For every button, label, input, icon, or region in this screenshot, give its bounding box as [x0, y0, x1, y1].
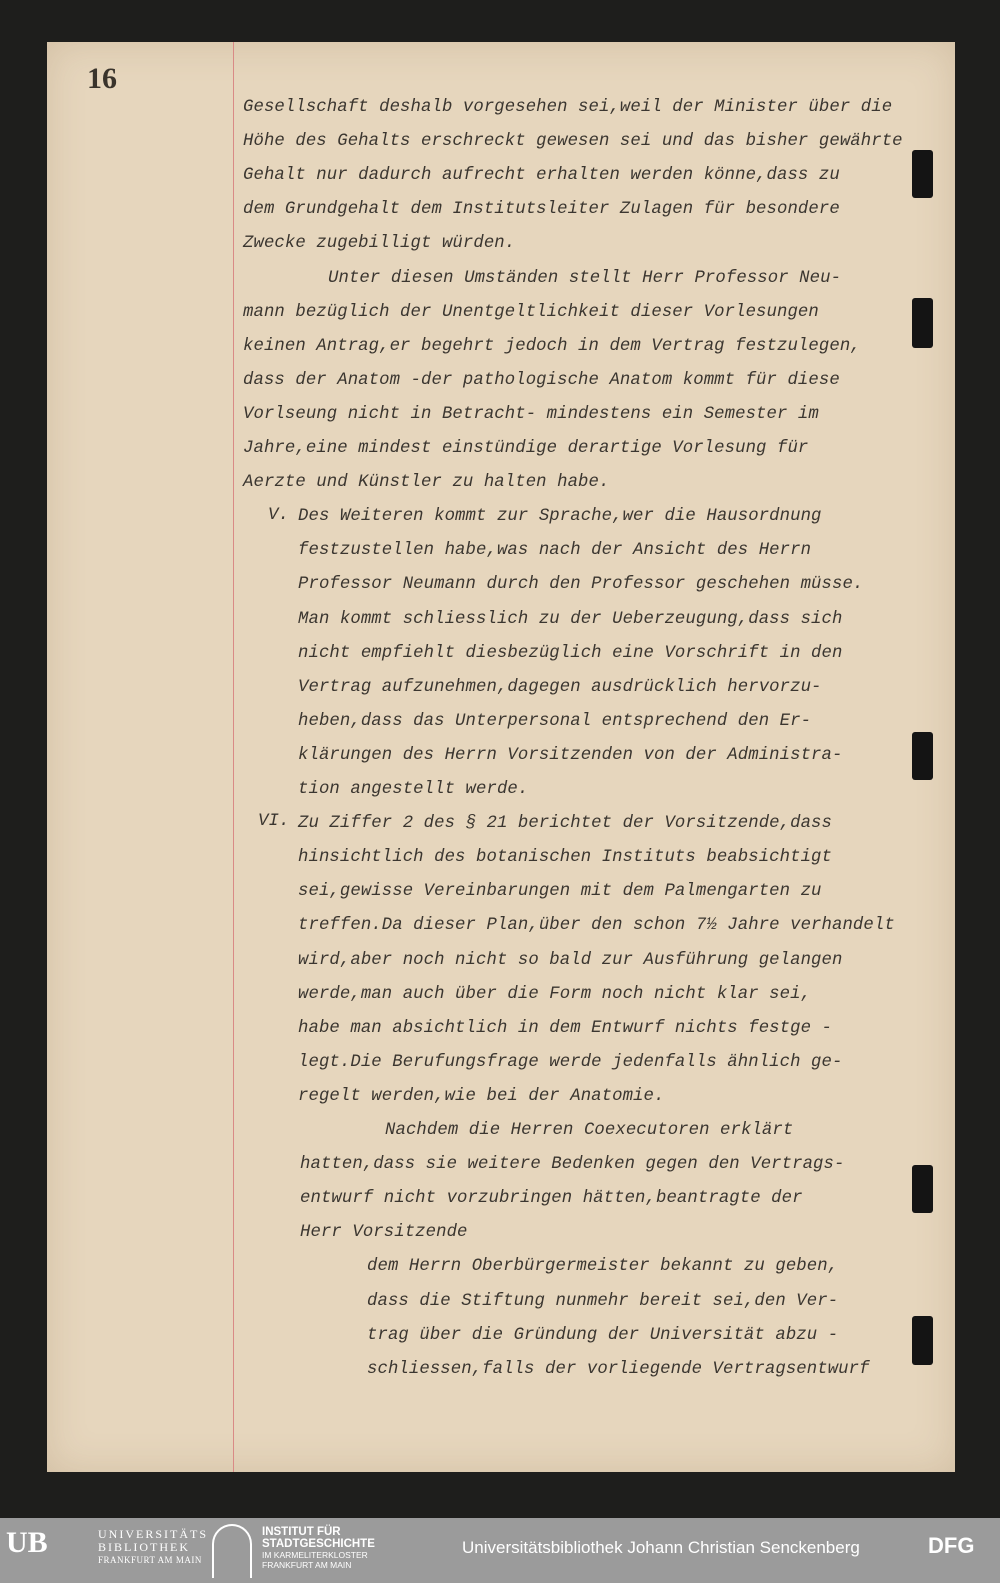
section-mark-v: V.: [268, 506, 289, 525]
text-line: dass der Anatom -der pathologische Anatom kommt für diese: [243, 370, 840, 390]
text-line: entwurf nicht vorzubringen hätten,beantragte der: [300, 1189, 803, 1209]
text-line: schliessen,falls der vorliegende Vertragsentwurf: [367, 1359, 870, 1379]
text-line: heben,dass das Unterpersonal entsprechend den Er-: [298, 711, 812, 731]
footer-bar: [0, 1518, 1000, 1583]
text-line: dass die Stiftung nunmehr bereit sei,den Ver-: [367, 1291, 839, 1311]
text-line: dem Herrn Oberbürgermeister bekannt zu geben,: [367, 1257, 839, 1277]
text-line: sei,gewisse Vereinbarungen mit dem Palmengarten zu: [298, 882, 822, 902]
text-line: Des Weiteren kommt zur Sprache,wer die Hausordnung: [298, 507, 822, 527]
text-line: keinen Antrag,er begehrt jedoch in dem Vertrag festzulegen,: [243, 336, 861, 356]
index-tab: [912, 150, 933, 198]
ub-line: FRANKFURT AM MAIN: [98, 1555, 202, 1565]
text-line: wird,aber noch nicht so bald zur Ausführung gelangen: [298, 950, 843, 970]
index-tab: [912, 298, 933, 348]
text-line: Zu Ziffer 2 des § 21 berichtet der Vorsitzende,dass: [298, 814, 832, 834]
text-line: Höhe des Gehalts erschreckt gewesen sei und das bisher gewährte: [243, 132, 903, 152]
text-line: regelt werden,wie bei der Anatomie.: [298, 1086, 665, 1106]
text-line: mann bezüglich der Unentgeltlichkeit dieser Vorlesungen: [243, 302, 819, 322]
text-line: Zwecke zugebilligt würden.: [243, 234, 516, 254]
text-line: Herr Vorsitzende: [300, 1223, 468, 1243]
text-line: Jahre,eine mindest einstündige derartige Vorlesung für: [243, 439, 809, 458]
text-line: Gehalt nur dadurch aufrecht erhalten werden könne,dass zu: [243, 166, 840, 186]
institut-line: INSTITUT FÜR: [262, 1526, 341, 1538]
section-mark-vi: VI.: [258, 812, 290, 831]
text-line: tion angestellt werde.: [298, 780, 529, 799]
library-name[interactable]: Universitätsbibliothek Johann Christian Senckenberg: [462, 1538, 860, 1557]
margin-line: [233, 42, 234, 1472]
text-line: werde,man auch über die Form noch nicht klar sei,: [298, 984, 812, 1004]
text-line: nicht empfiehlt diesbezüglich eine Vorschrift in den: [298, 643, 843, 663]
text-line: hinsichtlich des botanischen Instituts beabsichtigt: [298, 848, 832, 868]
ub-text: [98, 1528, 208, 1567]
document-page: [47, 42, 955, 1472]
text-line: legt.Die Berufungsfrage werde jedenfalls ähnlich ge-: [298, 1052, 843, 1072]
text-line: klärungen des Herrn Vorsitzenden von der Administra-: [298, 745, 843, 765]
institut-line: STADTGESCHICHTE: [262, 1538, 375, 1550]
text-line: Aerzte und Künstler zu halten habe.: [243, 473, 610, 493]
ub-logo[interactable]: UB: [6, 1526, 48, 1559]
ub-line: BIBLIOTHEK: [98, 1540, 190, 1554]
ub-line: UNIVERSITÄTS: [98, 1527, 208, 1541]
text-line: treffen.Da dieser Plan,über den schon 7½ Jahre verhandelt: [298, 916, 895, 936]
institut-logo[interactable]: [262, 1526, 375, 1570]
text-line: Unter diesen Umständen stellt Herr Professor Neu-: [328, 268, 842, 288]
text-line: Vertrag aufzunehmen,dagegen ausdrücklich hervorzu-: [298, 677, 822, 697]
text-line: habe man absichtlich in dem Entwurf nichts festge -: [298, 1018, 832, 1038]
text-line: festzustellen habe,was nach der Ansicht des Herrn: [298, 541, 812, 561]
index-tab: [912, 1316, 933, 1365]
text-line: Vorlseung nicht in Betracht- mindestens ein Semester im: [243, 404, 819, 424]
index-tab: [912, 1165, 933, 1213]
text-line: Nachdem die Herren Coexecutoren erklärt: [385, 1121, 794, 1140]
text-line: Professor Neumann durch den Professor geschehen müsse.: [298, 575, 864, 595]
page-number: 16: [87, 62, 117, 95]
institut-line: IM KARMELITERKLOSTER: [262, 1550, 368, 1560]
text-line: dem Grundgehalt dem Institutsleiter Zulagen für besondere: [243, 200, 840, 220]
institut-line: FRANKFURT AM MAIN: [262, 1560, 352, 1570]
text-line: Man kommt schliesslich zu der Ueberzeugung,dass sich: [298, 609, 843, 629]
index-tab: [912, 732, 933, 780]
dfg-logo[interactable]: DFG: [928, 1533, 975, 1558]
text-line: Gesellschaft deshalb vorgesehen sei,weil der Minister über die: [243, 98, 893, 117]
institut-logo-icon: [212, 1524, 252, 1578]
text-line: hatten,dass sie weitere Bedenken gegen den Vertrags-: [300, 1155, 845, 1175]
text-line: trag über die Gründung der Universität abzu -: [367, 1325, 839, 1345]
